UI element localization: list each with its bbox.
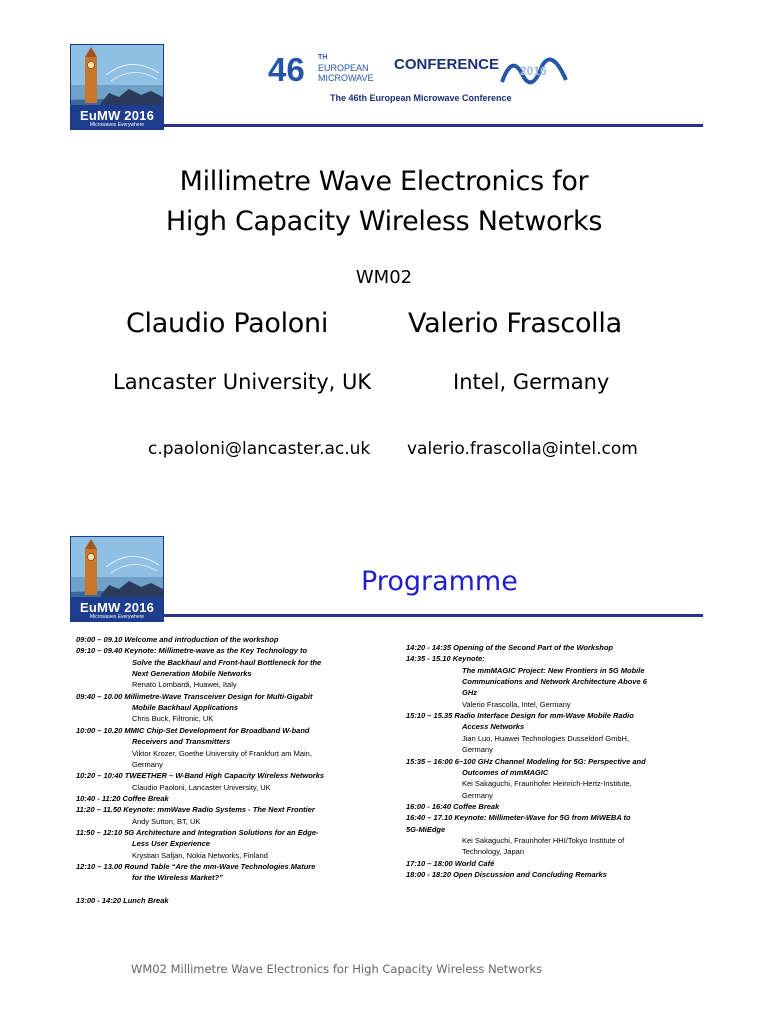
author-email-2[interactable]: valerio.frascolla@intel.com [407, 439, 638, 459]
programme-line: 10:00 – 10.20 MMIC Chip-Set Development for Broadband W-band [76, 725, 310, 735]
programme-line: Krystian Safjan, Nokia Networks, Finland [132, 850, 268, 860]
programme-line: 11:20 – 11.50 Keynote: mmWave Radio Systems - The Next Frontier [76, 805, 315, 815]
workshop-code: WM02 [355, 267, 413, 288]
programme-line: 11:50 – 12:10 5G Architecture and Integration Solutions for an Edge- [76, 827, 319, 837]
programme-line: 16:00 - 16:40 Coffee Break [406, 801, 500, 811]
header-divider [162, 124, 703, 127]
logo-title: EuMW 2016 [79, 108, 155, 123]
programme-line: 15:10 – 15.35 Radio Interface Design for mm-Wave Mobile Radio [406, 711, 634, 721]
programme-line: Chris Buck, Filtronic, UK [132, 714, 214, 724]
programme-line: Valerio Frascolla, Intel, Germany [462, 699, 571, 709]
author-email-1[interactable]: c.paoloni@lancaster.ac.uk [148, 439, 371, 459]
title-line-1: Millimetre Wave Electronics for [179, 166, 589, 197]
programme-line: Germany [462, 745, 493, 755]
logo-subtitle: Microwaves Everywhere [89, 614, 145, 620]
programme-line: 5G-MiEdge [406, 824, 446, 834]
eumw-logo-top [70, 44, 164, 130]
programme-line: Mobile Backhaul Applications [132, 703, 238, 713]
conference-banner [268, 52, 578, 92]
programme-line: Kei Sakaguchi, Fraunhofer Heinrich-Hertz-Institute, [462, 779, 632, 789]
programme-divider [162, 614, 703, 617]
conference-line2: MICROWAVE [318, 73, 374, 83]
programme-line: Kei Sakaguchi, Fraunhofer HHI/Tokyo Institute of [462, 835, 625, 845]
programme-line: 16:40 – 17.10 Keynote: Millimeter-Wave for 5G from MiWEBA to [406, 813, 631, 823]
conference-word: CONFERENCE [394, 56, 500, 73]
programme-line: Germany [462, 790, 493, 800]
programme-line: Solve the Backhaul and Front-haul Bottleneck for the [132, 657, 322, 667]
footer-text: WM02 Millimetre Wave Electronics for High Capacity Wireless Networks [131, 962, 543, 976]
programme-line: Communications and Network Architecture Above 6 [462, 677, 647, 687]
programme-line: 09:10 – 09.40 Keynote: Millimetre-wave as the Key Technology to [76, 646, 308, 656]
programme-line: 12:10 – 13.00 Round Table “Are the mm-Wave Technologies Mature [76, 862, 316, 871]
programme-line: GHz [462, 688, 477, 698]
logo-title: EuMW 2016 [79, 600, 155, 615]
programme-line: for the Wireless Market?” [132, 873, 223, 883]
conference-line1: EUROPEAN [318, 63, 369, 73]
conference-th: TH [318, 54, 328, 61]
title-line-2: High Capacity Wireless Networks [165, 206, 603, 237]
programme-line: Technology, Japan [462, 847, 524, 857]
author-name-2: Valerio Frascolla [408, 308, 622, 339]
programme-line: 15:35 – 16:00 6–100 GHz Channel Modeling for 5G: Perspective and [406, 756, 646, 766]
programme-line: Claudio Paoloni, Lancaster University, UK [132, 782, 271, 792]
programme-line: The mmMAGIC Project: New Frontiers in 5G Mobile [462, 665, 645, 675]
conference-number: 46 [268, 51, 305, 88]
logo-subtitle: Microwaves Everywhere [89, 122, 145, 128]
author-name-1: Claudio Paoloni [126, 308, 329, 339]
programme-line: Jian Luo, Huawei Technologies Dusseldorf GmbH, [462, 733, 630, 743]
programme-line: Less User Experience [132, 839, 210, 849]
programme-line: Next Generation Mobile Networks [132, 669, 252, 679]
conference-caption: The 46th European Microwave Conference [330, 93, 512, 103]
eumw-logo-bottom [70, 536, 164, 622]
programme-line: 18:00 - 18:20 Open Discussion and Concluding Remarks [406, 870, 607, 879]
programme-line: Renato Lombardi, Huawei, Italy [132, 680, 237, 690]
programme-line: Receivers and Transmitters [132, 737, 231, 747]
programme-line: 14:20 - 14:35 Opening of the Second Part of the Workshop [406, 643, 613, 652]
programme-line: 14:35 - 15.10 Keynote: [406, 654, 485, 664]
conference-year: 2016 [520, 64, 547, 78]
programme-line: Viktor Krozer, Goethe University of Frankfurt am Main, [132, 748, 312, 758]
programme-line: 10:40 - 11:20 Coffee Break [76, 793, 169, 803]
programme-heading: Programme [361, 566, 518, 597]
author-affiliation-1: Lancaster University, UK [113, 370, 372, 394]
programme-line: Andy Sutton, BT, UK [132, 816, 201, 826]
programme-line: 13:00 - 14:20 Lunch Break [76, 896, 169, 906]
programme-line: Germany [132, 759, 163, 769]
programme-line: 09:40 – 10.00 Millimetre-Wave Transceiver Design for Multi-Gigabit [76, 691, 313, 701]
programme-line: Outcomes of mmMAGIC [462, 767, 549, 777]
programme-line: 10:20 – 10:40 TWEETHER – W-Band High Capacity Wireless Networks [76, 771, 325, 781]
programme-line: 17:10 – 18:00 World Café [406, 858, 495, 868]
author-affiliation-2: Intel, Germany [453, 370, 610, 394]
programme-line: 09:00 – 09.10 Welcome and introduction of the workshop [76, 635, 279, 644]
programme-line: Access Networks [462, 722, 525, 732]
